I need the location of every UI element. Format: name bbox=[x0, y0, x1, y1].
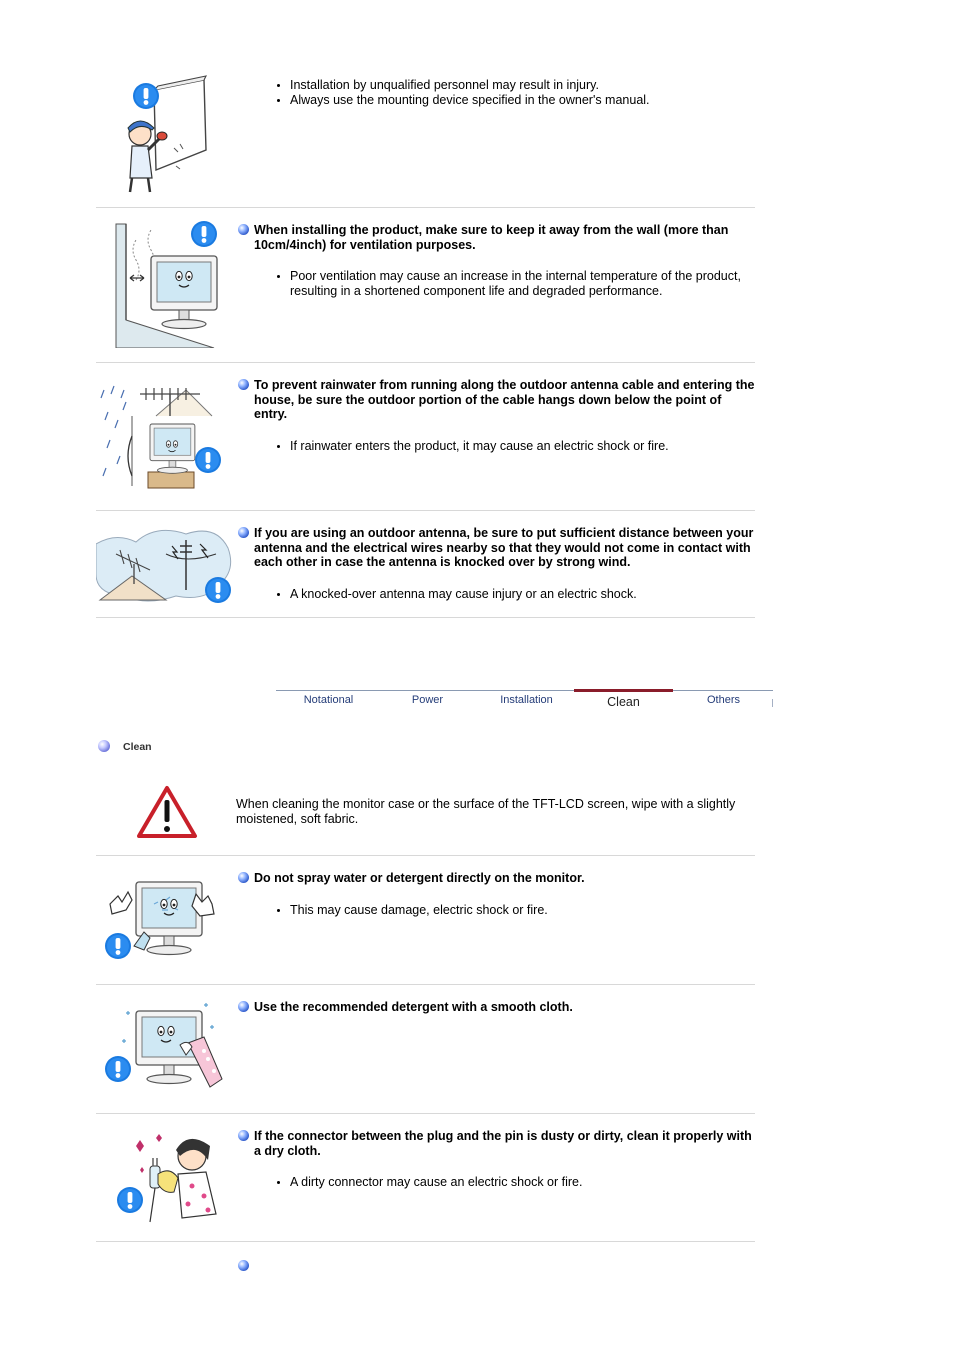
bullet-list bbox=[236, 78, 755, 107]
clean-item-1-body bbox=[236, 871, 755, 917]
wall-ventilation-illustration bbox=[96, 220, 220, 348]
tab-clean[interactable]: Clean bbox=[574, 695, 673, 709]
installation-item-4 bbox=[96, 524, 755, 608]
clean-item-1 bbox=[96, 868, 755, 972]
divider bbox=[96, 1241, 755, 1242]
installation-item-4-body bbox=[236, 526, 755, 601]
detergent-cloth-illustration bbox=[96, 997, 236, 1097]
divider bbox=[96, 984, 755, 985]
installation-item-2-body bbox=[236, 223, 755, 298]
clean-item-2-body bbox=[236, 1000, 755, 1015]
blue-bullet-icon bbox=[238, 1260, 249, 1271]
bullet-item: Installation by unqualified personnel may result in injury. bbox=[290, 78, 755, 93]
tab-installation[interactable]: Installation bbox=[500, 694, 553, 706]
tab-bar-rule bbox=[276, 690, 773, 691]
blue-bullet-icon bbox=[238, 1130, 249, 1141]
divider bbox=[96, 1113, 755, 1114]
divider bbox=[96, 510, 755, 511]
bullet-item: Always use the mounting device specified in the owner's manual. bbox=[290, 93, 755, 108]
section-tab-bar bbox=[276, 690, 773, 714]
installation-item-1 bbox=[96, 70, 755, 200]
divider bbox=[96, 855, 755, 856]
bullet-list bbox=[236, 587, 755, 602]
no-spray-monitor-illustration bbox=[96, 874, 236, 974]
instruction-headline: Use the recommended detergent with a smooth cloth. bbox=[236, 1000, 755, 1015]
tab-bar-end-mark bbox=[772, 699, 773, 707]
wall-mount-installer-illustration bbox=[96, 70, 216, 200]
dry-cloth-plug-illustration bbox=[96, 1126, 236, 1226]
installation-item-3 bbox=[96, 376, 755, 496]
installation-item-3-body bbox=[236, 378, 755, 453]
divider bbox=[96, 617, 755, 618]
antenna-power-line-illustration bbox=[96, 524, 234, 606]
bullet-item: This may cause damage, electric shock or fire. bbox=[290, 903, 755, 918]
blue-bullet-icon bbox=[238, 872, 249, 883]
divider bbox=[96, 362, 755, 363]
blue-bullet-icon bbox=[238, 224, 249, 235]
clean-intro-text: When cleaning the monitor case or the surface of the TFT-LCD screen, wipe with a slightly moistened, soft fabric. bbox=[236, 797, 736, 826]
instruction-headline: If the connector between the plug and the pin is dusty or dirty, clean it properly with a dry cloth. bbox=[236, 1129, 755, 1158]
clean-item-3-body bbox=[236, 1129, 755, 1190]
instruction-headline: When installing the product, make sure to keep it away from the wall (more than 10cm/4inch) for ventilation purposes. bbox=[236, 223, 755, 252]
bullet-item: If rainwater enters the product, it may cause an electric shock or fire. bbox=[290, 439, 755, 454]
blue-bullet-icon bbox=[238, 1001, 249, 1012]
installation-item-2 bbox=[96, 220, 755, 350]
bullet-list bbox=[236, 439, 755, 454]
outdoor-antenna-rain-illustration bbox=[96, 376, 224, 492]
divider bbox=[96, 207, 755, 208]
tab-others[interactable]: Others bbox=[706, 694, 740, 706]
clean-item-3 bbox=[96, 1126, 755, 1230]
clean-item-4 bbox=[96, 1256, 755, 1286]
bullet-list bbox=[236, 1175, 755, 1190]
instruction-headline: To prevent rainwater from running along the outdoor antenna cable and entering the house, be sure the outdoor portion of the cable hangs down below the point of entry. bbox=[236, 378, 755, 422]
clean-intro bbox=[96, 784, 755, 844]
blue-bullet-icon bbox=[238, 379, 249, 390]
instruction-headline: Do not spray water or detergent directly on the monitor. bbox=[236, 871, 755, 886]
clean-item-2 bbox=[96, 997, 755, 1101]
bullet-list bbox=[236, 903, 755, 918]
bullet-item: Poor ventilation may cause an increase in the internal temperature of the product, resulting in a shortened component life and degraded performance. bbox=[290, 269, 755, 298]
section-bullet-icon bbox=[98, 740, 110, 752]
bullet-list bbox=[236, 269, 755, 298]
bullet-item: A knocked-over antenna may cause injury or an electric shock. bbox=[290, 587, 755, 602]
tab-power[interactable]: Power bbox=[411, 694, 444, 706]
instruction-headline: If you are using an outdoor antenna, be sure to put sufficient distance between your antenna and the electrical wires nearby so that they would not come in contact with each other in case the antenna is knocked over by strong wind. bbox=[236, 526, 755, 570]
tab-notational[interactable]: Notational bbox=[303, 694, 354, 706]
bullet-item: A dirty connector may cause an electric shock or fire. bbox=[290, 1175, 755, 1190]
blue-bullet-icon bbox=[238, 527, 249, 538]
installation-item-1-body bbox=[236, 78, 755, 107]
